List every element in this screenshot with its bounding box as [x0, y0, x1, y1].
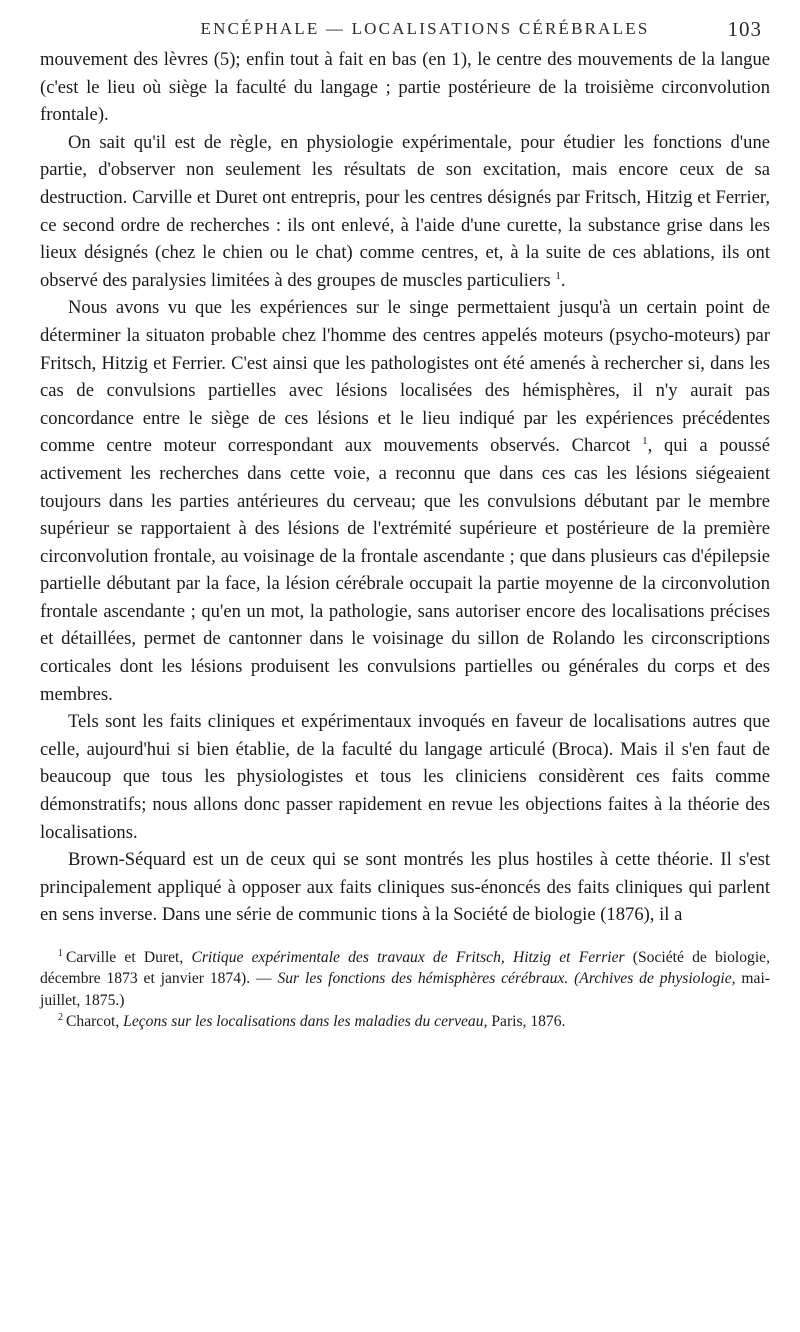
paragraph: Brown-Séquard est un de ceux qui se sont montrés les plus hostiles à cette théorie. Il s'est principalement appliqué à opposer aux faits cliniques sus-énoncés des faits cliniques qui parlent en sens inverse. Dans une série de communic tions à la Société de biologie (1876), il a: [40, 849, 770, 926]
paragraph-text-continued: , qui a poussé activement les recherches dans cette voie, a reconnu que dans ces cas les lésions siégeaient toujours dans les parties antérieures du cerveau; que les convulsions débutant par le membre supérieur se rapportaient à des lésions de l'extrémité supérieure et postérieure de la première circonvolution frontale, au voisinage de la frontale ascendante ; que dans plusieurs cas d'épilepsie partielle débutant par la face, la lésion cérébrale occupait la partie moyenne de la circonvolution frontale ascendante ; qu'en un mot, la pathologie, sans autoriser encore des localisations précises et détaillées, permet de cantonner dans le voisinage du sillon de Rolando les circonscriptions corticales dont les lésions produisent les convulsions partielles ou générales du corps et des membres.: [40, 435, 770, 705]
footnote-title: Critique expérimentale des travaux de Fritsch, Hitzig et Ferrier: [191, 949, 625, 966]
footnote-reference: 1: [555, 269, 561, 282]
running-head: [40, 12, 770, 46]
footnote-reference: 1: [642, 435, 648, 448]
running-title: ENCÉPHALE — LOCALISATIONS CÉRÉBRALES: [200, 19, 650, 38]
footnote-text: Paris, 1876.: [491, 1013, 566, 1031]
body-text: [40, 46, 770, 929]
paragraph-text: On sait qu'il est de règle, en physiologie expérimentale, pour étudier les fonctions d'une partie, d'observer non seulement les résultats de son excitation, mais encore ceux de sa destruction. Carville et Duret ont entrepris, pour les centres désignés par Fritsch, Hitzig et Ferrier, ce second ordre de recherches : ils ont enlevé, à l'aide d'une curette, la substance grise dans les lieux désignés (chez le chien ou le chat) comme centres, et, à la suite de ces ablations, ils ont observé des paralysies limitées à des groupes de muscles particuliers: [40, 131, 770, 291]
footnote-text: (Société de biologie, décembre 1873 et janvier 1874). —: [40, 949, 770, 988]
paragraph: mouvement des lèvres (5); enfin tout à fait en bas (en 1), le centre des mouvements de la langue (c'est le lieu où siège la faculté du langage ; partie postérieure de la troisième circonvolution frontale).: [40, 49, 770, 126]
footnote: [40, 1011, 770, 1032]
paragraph: On sait qu'il est de règle, en physiologie expérimentale, pour étudier les fonctions d'une partie, d'observer non seulement les résultats de son excitation, mais encore ceux de sa destruction. Carville et Duret ont entrepris, pour les centres désignés par Fritsch, Hitzig et Ferrier, ce second ordre de recherches : ils ont enlevé, à l'aide d'une curette, la substance grise dans les lieux désignés (chez le chien ou le chat) comme centres, et, à la suite de ces ablations, ils ont observé des paralysies limitées à des groupes de muscles particuliers $^1$.: [40, 131, 770, 291]
footnotes: [40, 947, 770, 1033]
paragraph-text: Nous avons vu que les expériences sur le singe permettaient jusqu'à un certain point de déterminer la situaton probable chez l'homme des centres appelés moteurs (psycho-moteurs) par Fritsch, Hitzig et Ferrier. C'est ainsi que les pathologistes ont été amenés à rechercher si, dans les cas de convulsions partielles avec lésions localisées des hémisphères, il n'y aurait pas concordance entre le siège de ces lésions et le lieu indiqué par les expériences précédentes comme centre moteur correspondant aux mouvements observés. Charcot: [40, 297, 770, 457]
footnote-authors: Carville et Duret,: [66, 949, 184, 966]
footnote: [40, 947, 770, 1011]
paragraph: [40, 294, 770, 708]
footnote-authors: Charcot,: [66, 1013, 120, 1031]
paragraph: Tels sont les faits cliniques et expérimentaux invoqués en faveur de localisations autres que celle, aujourd'hui si bien établie, de la faculté du langage articulé (Broca). Mais il s'en faut de beaucoup que tous les physiologistes et tous les cliniciens considèrent ces faits comme démonstratifs; nous allons donc passer rapidement en revue les objections faites à la théorie des localisations.: [40, 711, 770, 843]
footnote-title: Leçons sur les localisations dans les maladies du cerveau,: [123, 1013, 488, 1031]
page-number: 103: [727, 17, 762, 41]
footnote-number: 1: [58, 947, 63, 959]
footnote-text: mai-juillet, 1875.): [40, 970, 770, 1009]
footnote-title: Sur les fonctions des hémisphères cérébraux. (Archives de physiologie,: [277, 970, 736, 988]
footnote-number: 2: [58, 1012, 63, 1024]
